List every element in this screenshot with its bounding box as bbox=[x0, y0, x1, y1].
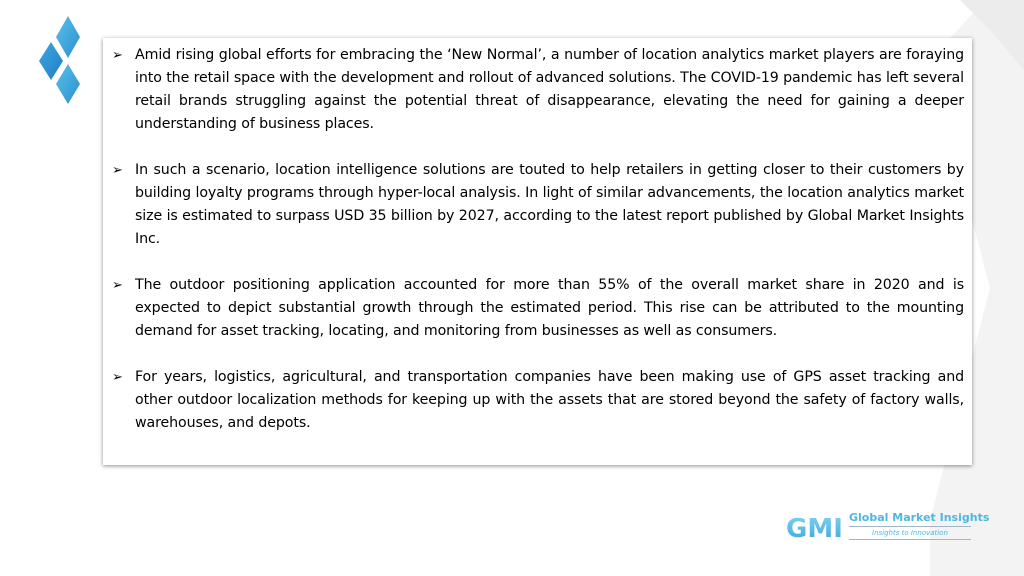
content-card bbox=[103, 38, 972, 465]
gmi-logo-letters: GMI bbox=[786, 514, 843, 544]
diamond-cluster-icon bbox=[38, 16, 82, 108]
gmi-logo-mark bbox=[786, 510, 846, 544]
arrow-bullet-icon: ➢ bbox=[112, 48, 123, 63]
logo-company-name: Global Market Insights bbox=[849, 511, 990, 524]
arrow-bullet-icon: ➢ bbox=[112, 163, 123, 178]
bullet-text-3: The outdoor positioning application accounted for more than 55% of the overall market share in 2020 and is expected to depict substantial growth through the estimated period. This rise can be attributed to the mounting demand for asset tracking, locating, and monitoring from businesses as well as consumers. bbox=[135, 277, 964, 339]
logo-divider bbox=[849, 526, 971, 527]
bullet-text-2: In such a scenario, location intelligence solutions are touted to help retailers in getting closer to their customers by building loyalty programs through hyper-local analysis. In light of similar advancements, the location analytics market size is estimated to surpass USD 35 billion by 2027, according to the latest report published by Global Market Insights Inc. bbox=[135, 162, 964, 247]
logo-divider-bottom bbox=[849, 539, 971, 540]
logo-tagline: Insights to Innovation bbox=[872, 529, 948, 537]
bullet-text-4: For years, logistics, agricultural, and transportation companies have been making use of GPS asset tracking and other outdoor localization methods for keeping up with the assets that are stored beyond the safety of factory walls, warehouses, and depots. bbox=[135, 369, 964, 431]
bullet-item-3 bbox=[112, 274, 964, 343]
arrow-bullet-icon: ➢ bbox=[112, 370, 123, 385]
bullet-item-1 bbox=[112, 44, 964, 136]
bullet-text-1: Amid rising global efforts for embracing the ‘New Normal’, a number of location analytics market players are foraying into the retail space with the development and rollout of advanced solutions. The COVID-19 pandemic has left several retail brands struggling against the potential threat of disappearance, elevating the need for gaining a deeper understanding of business places. bbox=[135, 47, 964, 132]
bullet-item-2 bbox=[112, 159, 964, 251]
bullet-item-4 bbox=[112, 366, 964, 435]
arrow-bullet-icon: ➢ bbox=[112, 278, 123, 293]
gmi-logo bbox=[786, 510, 990, 544]
